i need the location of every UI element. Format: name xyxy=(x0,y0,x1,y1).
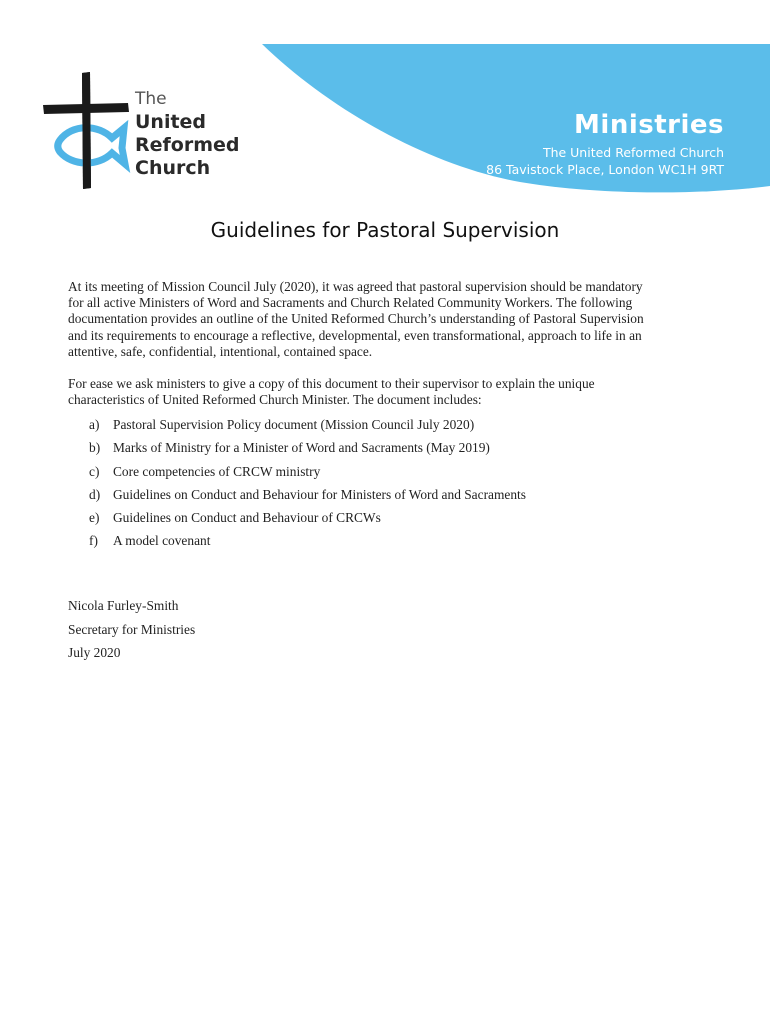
list-item-text: Pastoral Supervision Policy document (Mission Council July 2020) xyxy=(113,417,475,432)
logo-word-church: Church xyxy=(135,157,211,179)
includes-list xyxy=(68,413,708,553)
list-item-text: Core competencies of CRCW ministry xyxy=(113,463,321,479)
list-item-text: Guidelines on Conduct and Behaviour for Ministers of Word and Sacraments xyxy=(113,486,526,502)
list-item xyxy=(68,506,708,529)
list-marker: b) xyxy=(89,440,101,456)
list-marker: e) xyxy=(89,510,100,526)
signature-name: Nicola Furley-Smith xyxy=(68,598,179,613)
intro-line: and its requirements to encourage a reflective, developmental, even transformational, approach to life in an xyxy=(68,327,642,343)
list-marker: c) xyxy=(89,463,100,479)
list-marker: a) xyxy=(89,417,100,432)
document-title: Guidelines for Pastoral Supervision xyxy=(210,218,560,242)
intro-paragraph xyxy=(68,279,708,360)
instructions-line: For ease we ask ministers to give a copy of this document to their supervisor to explain the unique xyxy=(68,376,595,391)
list-item-text: Marks of Ministry for a Minister of Word and Sacraments (May 2019) xyxy=(113,440,490,456)
banner-title: Ministries xyxy=(574,110,724,140)
list-item xyxy=(68,436,708,459)
list-item-text: A model covenant xyxy=(113,533,211,549)
list-marker: d) xyxy=(89,486,101,502)
intro-line: At its meeting of Mission Council July (2020), it was agreed that pastoral supervision should be mandatory xyxy=(68,279,643,294)
list-item-text: Guidelines on Conduct and Behaviour of CRCWs xyxy=(113,510,381,526)
intro-line: for all active Ministers of Word and Sacraments and Church Related Community Workers. The following xyxy=(68,295,633,311)
banner-address: 86 Tavistock Place, London WC1H 9RT xyxy=(486,162,724,177)
logo-word-the: The xyxy=(135,89,167,109)
cross-fish-icon xyxy=(40,70,135,195)
signature-date: July 2020 xyxy=(68,645,121,660)
banner-org-name: The United Reformed Church xyxy=(542,145,724,160)
intro-line: attentive, safe, confidential, intentional, contained space. xyxy=(68,343,373,359)
list-item xyxy=(68,483,708,506)
logo-wordmark xyxy=(135,88,240,180)
signature-role: Secretary for Ministries xyxy=(68,622,196,637)
intro-line: documentation provides an outline of the United Reformed Church’s understanding of Pastoral Supervision xyxy=(68,311,644,327)
instructions-paragraph xyxy=(68,376,708,408)
list-marker: f) xyxy=(89,533,98,549)
logo-word-reformed: Reformed xyxy=(135,134,240,156)
list-item xyxy=(68,529,708,552)
list-item xyxy=(68,413,708,436)
logo-word-united: United xyxy=(135,111,207,133)
urc-logo xyxy=(40,70,270,195)
instructions-line: characteristics of United Reformed Church Minister. The document includes: xyxy=(68,392,482,408)
list-item xyxy=(68,460,708,483)
